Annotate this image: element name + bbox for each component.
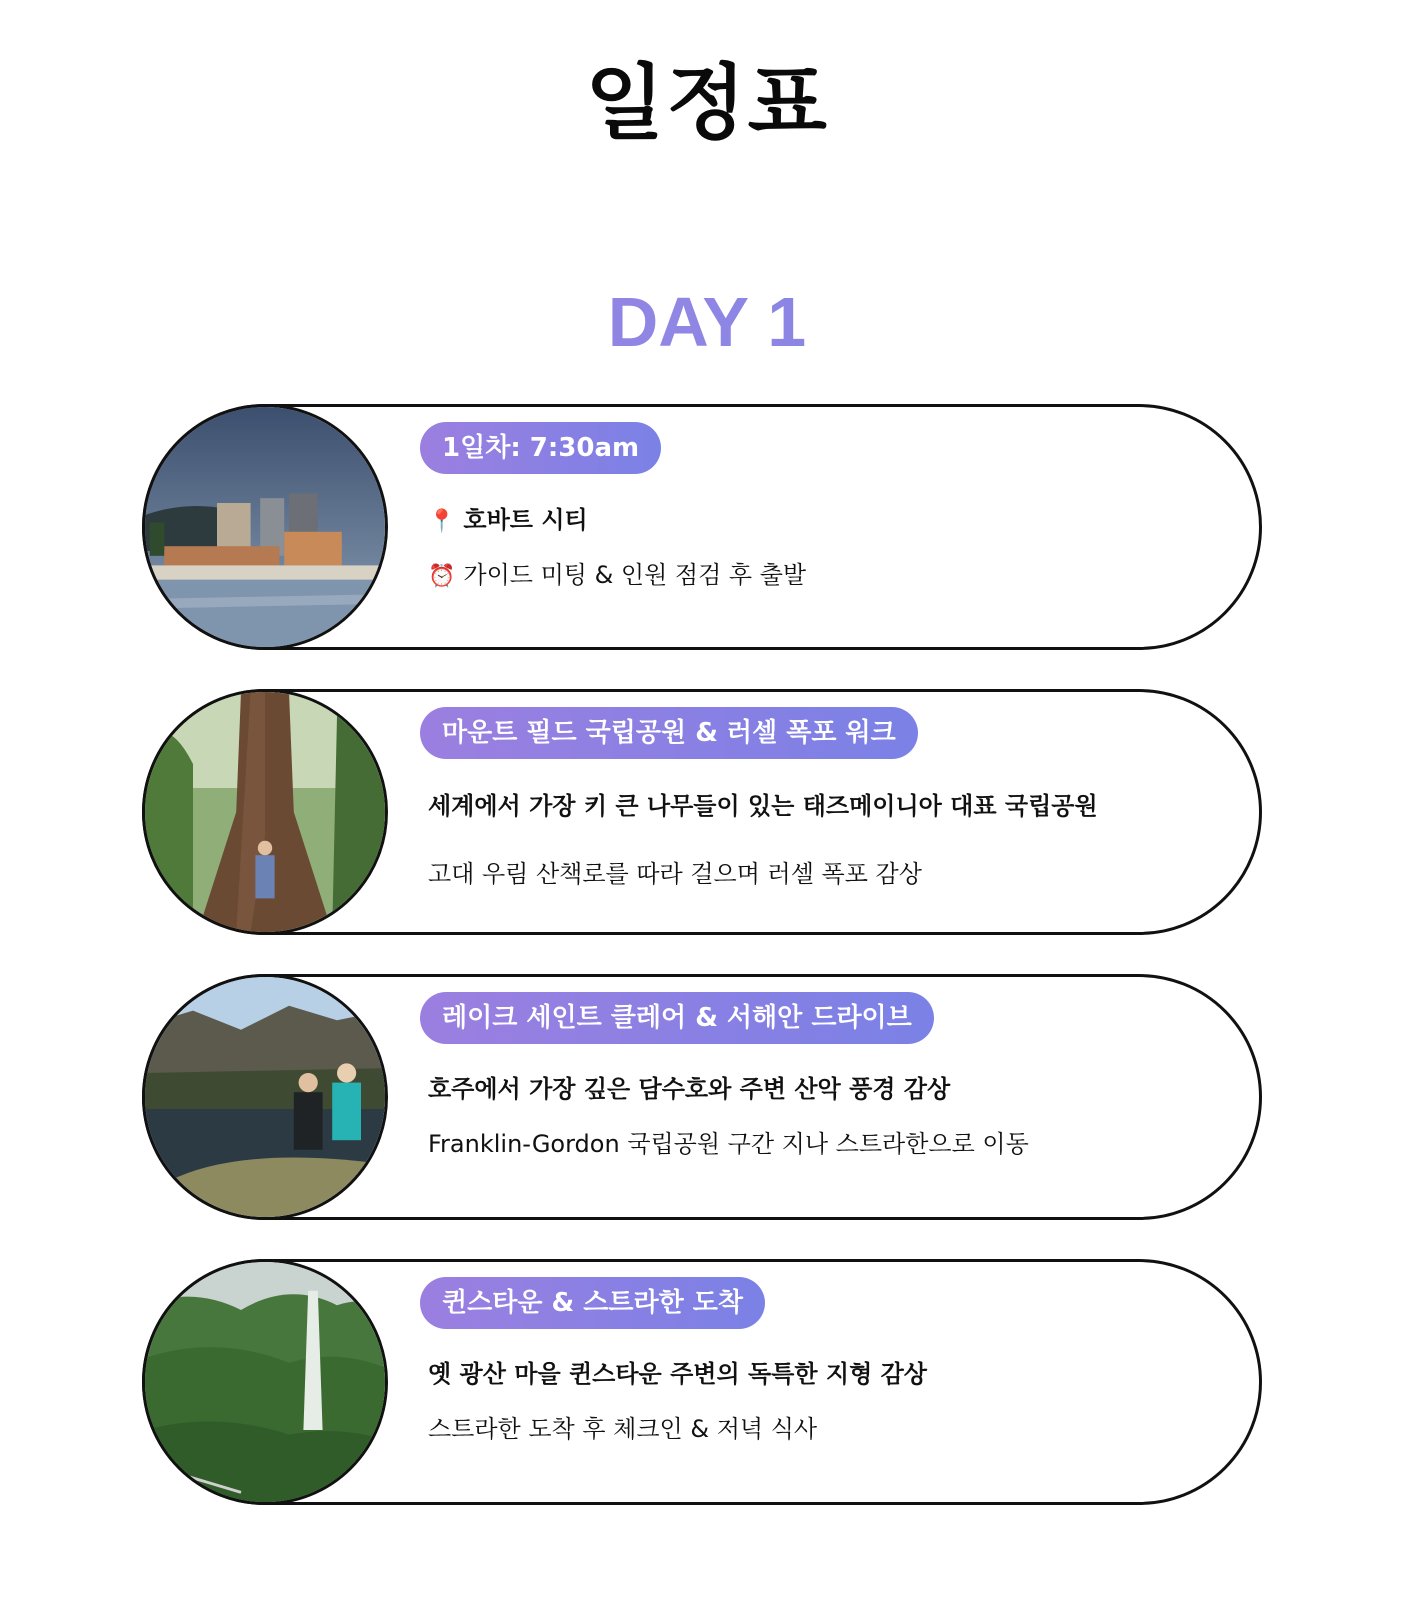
itinerary-line: 호주에서 가장 깊은 담수호와 주변 산악 풍경 감상	[428, 1075, 951, 1103]
itinerary-badge: 퀸스타운 & 스트라한 도착	[420, 1277, 765, 1329]
itinerary-badge: 레이크 세인트 클레어 & 서해안 드라이브	[420, 992, 934, 1044]
giant-tree-photo	[142, 689, 388, 935]
itinerary-badge: 1일차: 7:30am	[420, 422, 661, 474]
itinerary-line: Franklin-Gordon 국립공원 구간 지나 스트라한으로 이동	[428, 1130, 1029, 1158]
itinerary-line: 호바트 시티	[463, 506, 588, 534]
page-title: 일정표	[585, 56, 829, 151]
itinerary-line: 세계에서 가장 키 큰 나무들이 있는 태즈메이니아 대표 국립공원	[428, 792, 1098, 820]
itinerary-line: 옛 광산 마을 퀸스타운 주변의 독특한 지형 감상	[428, 1360, 927, 1388]
itinerary-badge: 마운트 필드 국립공원 & 러셀 폭포 워크	[420, 707, 918, 759]
day-title: DAY 1	[0, 282, 1414, 362]
itinerary-detail	[428, 555, 806, 590]
location-pin-icon: 📍	[428, 509, 456, 534]
alarm-clock-icon: ⏰	[428, 564, 456, 589]
itinerary-line: 스트라한 도착 후 체크인 & 저녁 식사	[428, 1415, 818, 1443]
itinerary-location	[428, 500, 588, 535]
itinerary-line: 고대 우림 산책로를 따라 걸으며 러셀 폭포 감상	[428, 860, 922, 888]
lake-hikers-photo	[142, 974, 388, 1220]
hobart-harbour-photo	[142, 404, 388, 650]
itinerary-line: 가이드 미팅 & 인원 점검 후 출발	[463, 561, 807, 589]
rainforest-waterfall-photo	[142, 1259, 388, 1505]
